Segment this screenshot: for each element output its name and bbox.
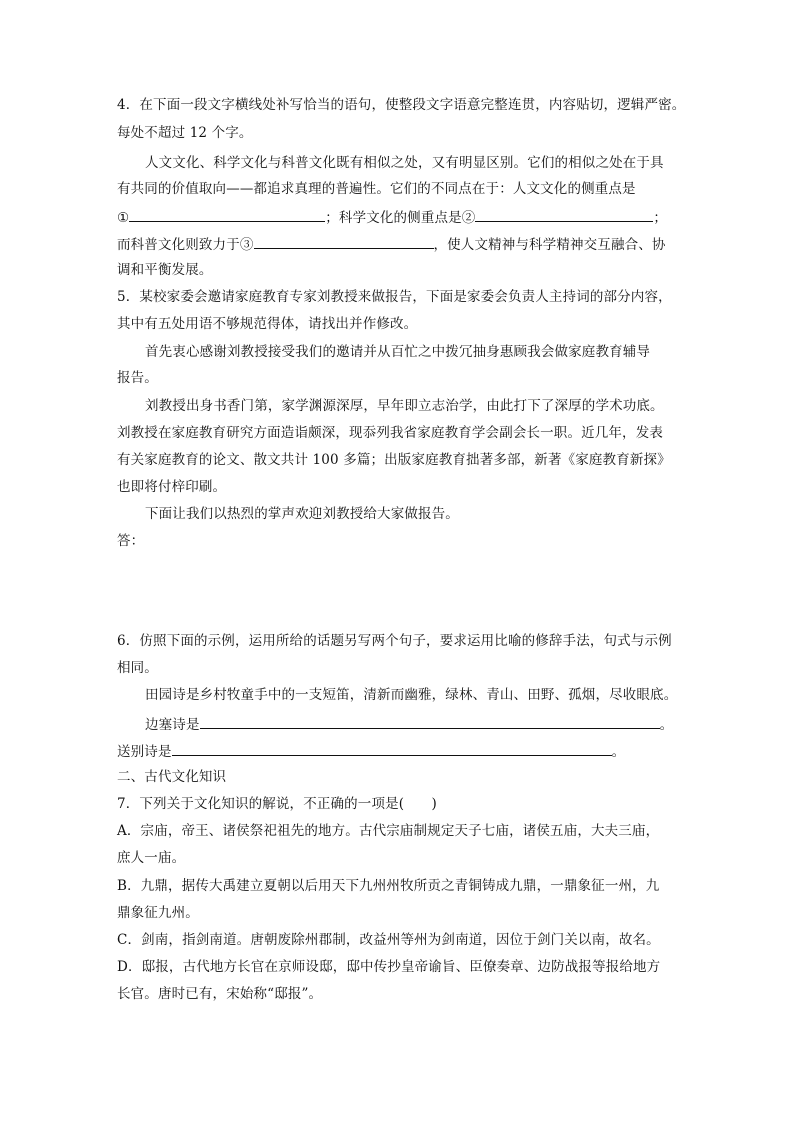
q6-example: 田园诗是乡村牧童手中的一支短笛，清新而幽雅，绿林、青山、田野、孤烟，尽收眼底。 (145, 687, 678, 703)
q4-stem-line-2: 每处不超过 12 个字。 (117, 125, 253, 141)
q5-para2-line-2: 刘教授在家庭教育研究方面造诣颇深，现忝列我省家庭教育学会副会长一职。近几年，发表 (117, 425, 663, 441)
q5-para2-line-1: 刘教授出身书香门第，家学渊源深厚，早年即立志治学，由此打下了深厚的学术功底。 (145, 398, 664, 414)
q4-passage-4b: ，使人文精神与科学精神交互融合、协 (433, 237, 666, 253)
q7-option-a-line-2[interactable]: 庶人一庙。 (117, 850, 186, 866)
q7-stem: 7．下列关于文化知识的解说，不正确的一项是( ) (117, 796, 437, 812)
q5-para1-line-2: 报告。 (117, 370, 158, 386)
q5-para1-line-1: 首先衷心感谢刘教授接受我们的邀请并从百忙之中拨冗抽身惠顾我会做家庭教育辅导 (145, 344, 651, 360)
q4-end-semicolon: ； (653, 210, 668, 226)
q7-option-a-line-1[interactable]: A．宗庙，帝王、诸侯祭祀祖先的地方。古代宗庙制规定天子七庙，诸侯五庙，大夫三庙， (117, 823, 660, 839)
q6-stem-line-2: 相同。 (117, 660, 158, 676)
q6-topic-2: 送别诗是 (117, 744, 172, 760)
q4-passage-line-4 (117, 234, 687, 254)
q6-period-1: 。 (659, 717, 674, 733)
q4-passage-line-3 (117, 207, 687, 227)
q7-option-c-line-1[interactable]: C．剑南，指剑南道。唐朝废除州郡制，改益州等州为剑南道，因位于剑门关以南，故名。 (117, 932, 660, 948)
q7-option-d-line-1[interactable]: D．邸报，古代地方长官在京师设邸，邸中传抄皇帝谕旨、臣僚奏章、边防战报等报给地方 (117, 959, 661, 975)
q5-answer-label: 答： (117, 533, 145, 549)
q7-option-b-line-2[interactable]: 鼎象征九州。 (117, 905, 199, 921)
answer-blank-2[interactable] (475, 207, 653, 222)
q4-stem-line-1: 4．在下面一段文字横线处补写恰当的语句，使整段文字语意完整连贯，内容贴切，逻辑严密。 (117, 97, 686, 113)
q5-stem-line-1: 5．某校家委会邀请家庭教育专家刘教授来做报告，下面是家委会负责人主持词的部分内容， (117, 289, 672, 305)
q4-passage-line-1: 人文文化、科学文化与科普文化既有相似之处，又有明显区别。它们的相似之处在于具 (145, 155, 664, 171)
q5-para2-line-4: 也即将付梓印刷。 (117, 479, 227, 495)
q6-topic-2-line (117, 741, 687, 761)
q5-stem-line-2: 其中有五处用语不够规范得体，请找出并作修改。 (117, 316, 418, 332)
blank-1-mark: ① (117, 210, 130, 226)
answer-blank-frontier-poem[interactable] (200, 714, 660, 729)
q5-para2-line-3: 有关家庭教育的论文、散文共计 100 多篇；出版家庭教育拙著多部，新著《家庭教育新探》 (117, 452, 671, 468)
answer-blank-1[interactable] (129, 207, 325, 222)
answer-blank-farewell-poem[interactable] (172, 741, 612, 756)
q4-passage-line-5: 调和平衡发展。 (117, 262, 213, 278)
q4-mid-text: ；科学文化的侧重点是② (325, 210, 476, 226)
q6-period-2: 。 (611, 744, 626, 760)
q7-option-b-line-1[interactable]: B．九鼎，据传大禹建立夏朝以后用天下九州州牧所贡之青铜铸成九鼎，一鼎象征一州，九 (117, 878, 660, 894)
answer-blank-3[interactable] (254, 234, 434, 249)
q6-topic-1-line (145, 714, 715, 734)
section-2-title: 二、古代文化知识 (117, 769, 227, 785)
q4-passage-4a: 而科普文化则致力于③ (117, 237, 254, 253)
q6-topic-1: 边塞诗是 (145, 717, 200, 733)
q6-stem-line-1: 6．仿照下面的示例，运用所给的话题另写两个句子，要求运用比喻的修辞手法，句式与示例 (117, 633, 672, 649)
q5-para3: 下面让我们以热烈的掌声欢迎刘教授给大家做报告。 (145, 506, 459, 522)
q7-option-d-line-2[interactable]: 长官。唐时已有，宋始称“邸报”。 (117, 986, 323, 1002)
q4-passage-line-2: 有共同的价值取向——都追求真理的普遍性。它们的不同点在于：人文文化的侧重点是 (117, 181, 636, 197)
